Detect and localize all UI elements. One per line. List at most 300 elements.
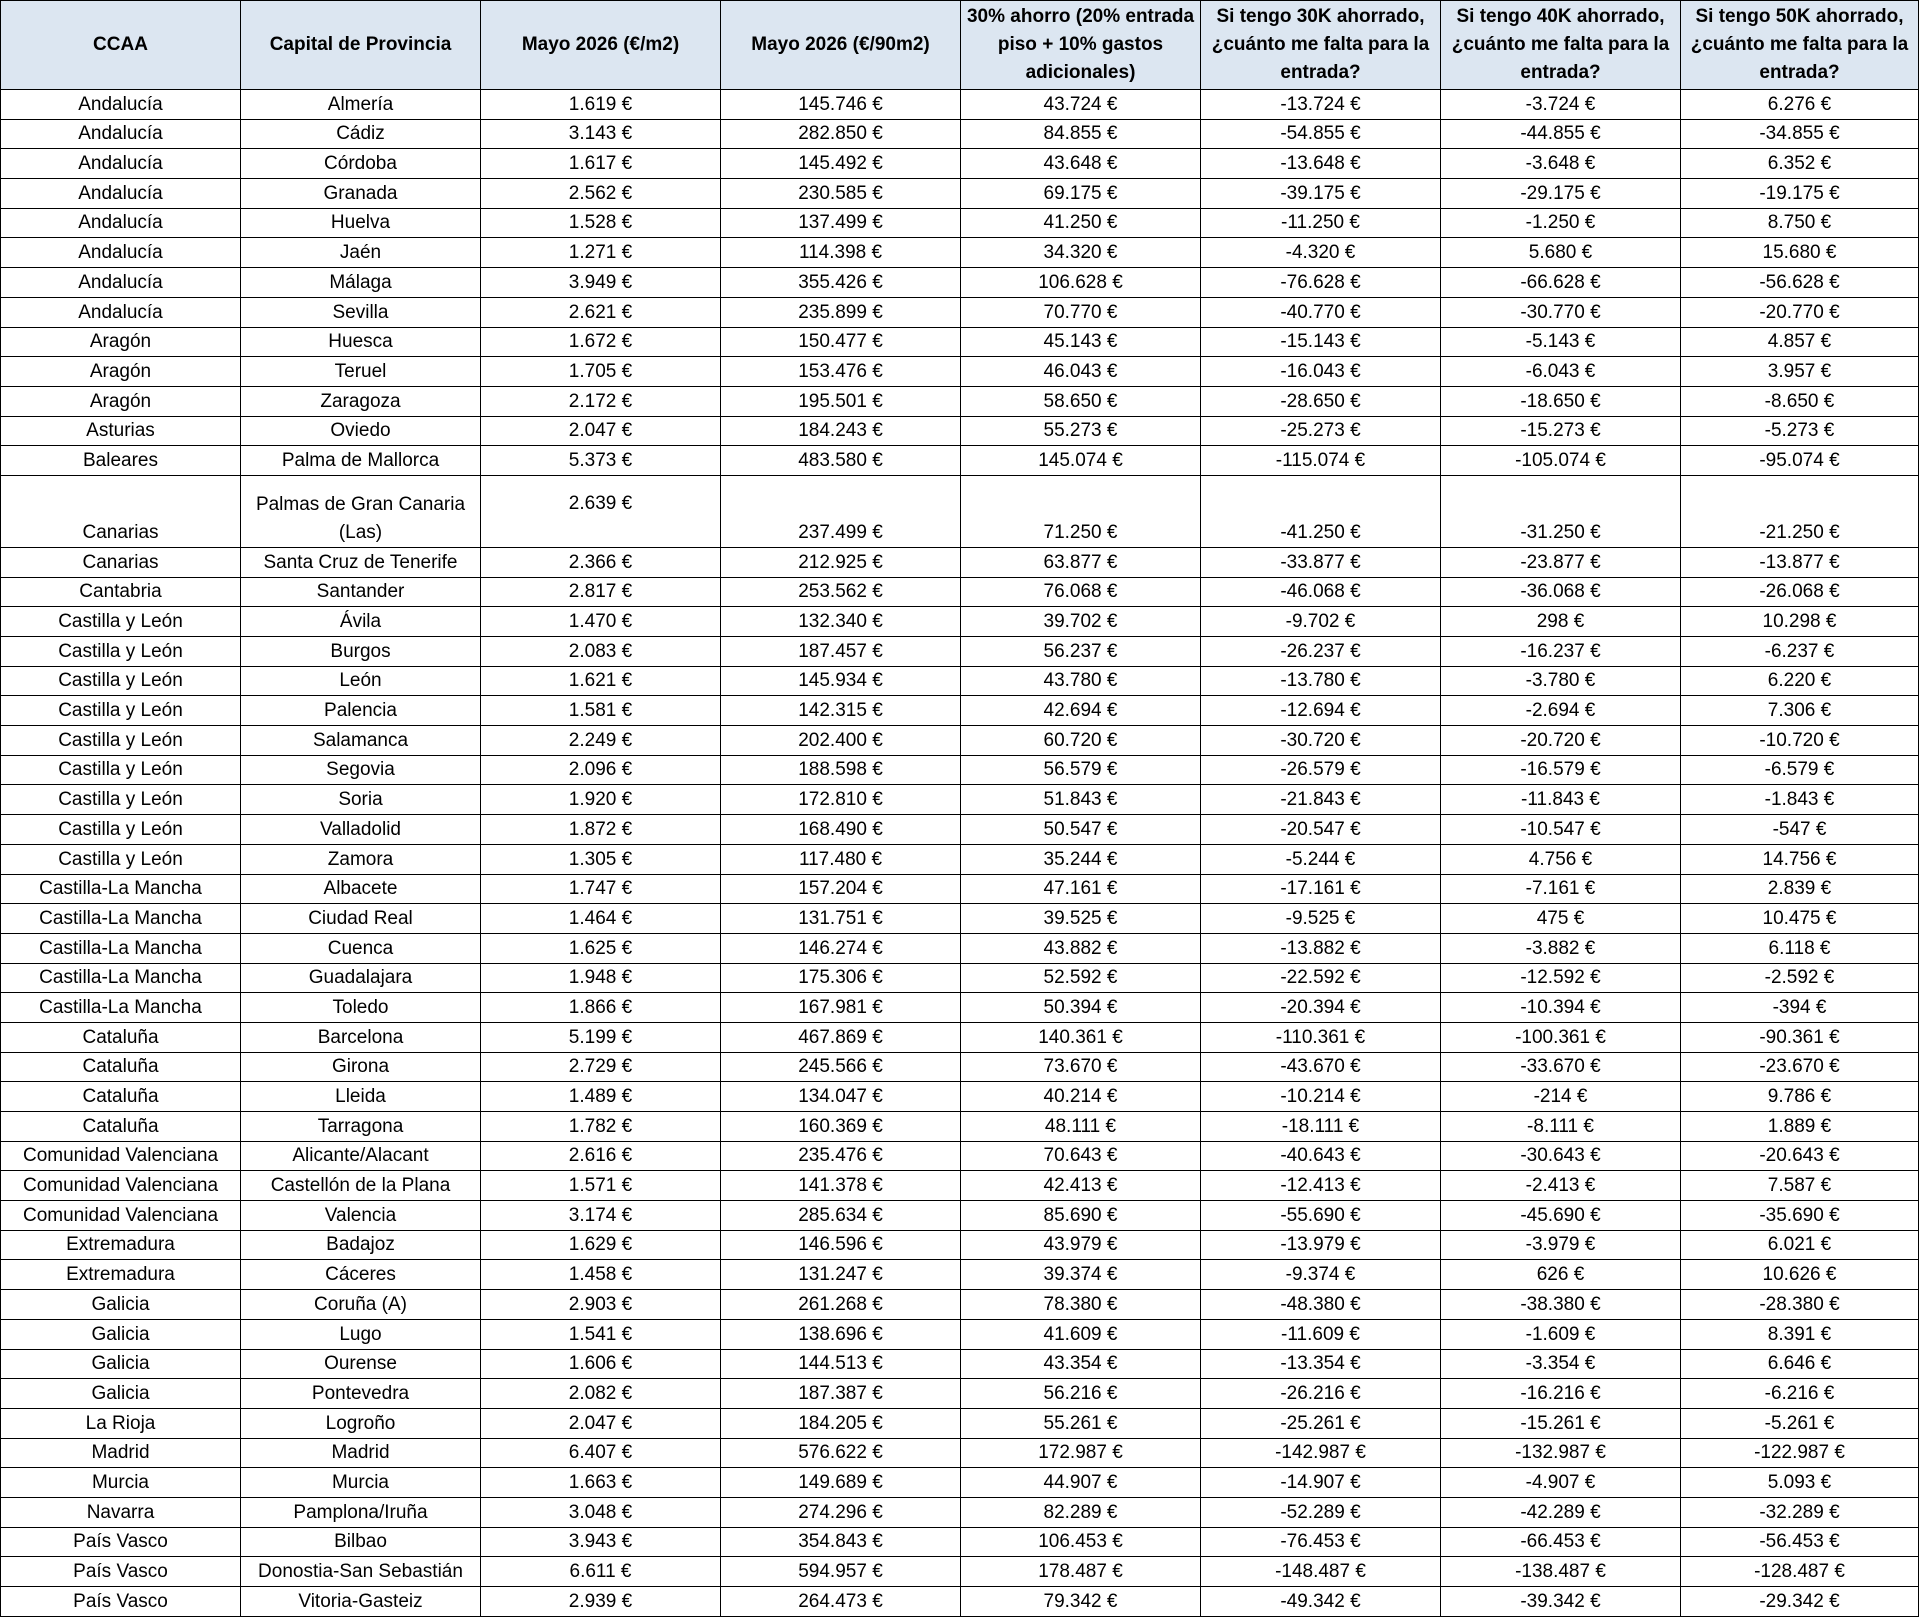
cell-capital[interactable]: Barcelona (241, 1022, 481, 1052)
cell-price-m2[interactable]: 1.629 € (481, 1230, 721, 1260)
cell-missing-50k[interactable]: -122.987 € (1681, 1438, 1919, 1468)
cell-missing-50k[interactable]: 6.118 € (1681, 933, 1919, 963)
cell-missing-40k[interactable]: -5.143 € (1441, 327, 1681, 357)
cell-savings-30pct[interactable]: 145.074 € (961, 446, 1201, 476)
cell-missing-50k[interactable]: -23.670 € (1681, 1052, 1919, 1082)
cell-capital[interactable]: Almería (241, 90, 481, 120)
cell-capital[interactable]: Jaén (241, 238, 481, 268)
cell-price-90m2[interactable]: 145.934 € (721, 666, 961, 696)
cell-capital[interactable]: Albacete (241, 874, 481, 904)
cell-missing-50k[interactable]: -56.453 € (1681, 1527, 1919, 1557)
cell-price-m2[interactable]: 2.616 € (481, 1141, 721, 1171)
cell-capital[interactable]: Toledo (241, 993, 481, 1023)
cell-price-90m2[interactable]: 261.268 € (721, 1290, 961, 1320)
cell-capital[interactable]: Ávila (241, 607, 481, 637)
cell-savings-30pct[interactable]: 42.413 € (961, 1171, 1201, 1201)
cell-missing-30k[interactable]: -22.592 € (1201, 963, 1441, 993)
cell-missing-30k[interactable]: -43.670 € (1201, 1052, 1441, 1082)
cell-missing-30k[interactable]: -20.394 € (1201, 993, 1441, 1023)
cell-missing-50k[interactable]: -8.650 € (1681, 386, 1919, 416)
cell-ccaa[interactable]: Cataluña (1, 1112, 241, 1142)
cell-ccaa[interactable]: Asturias (1, 416, 241, 446)
cell-missing-50k[interactable]: -547 € (1681, 815, 1919, 845)
cell-capital[interactable]: Tarragona (241, 1112, 481, 1142)
cell-ccaa[interactable]: Andalucía (1, 268, 241, 298)
cell-missing-50k[interactable]: -90.361 € (1681, 1022, 1919, 1052)
cell-missing-30k[interactable]: -5.244 € (1201, 844, 1441, 874)
cell-missing-40k[interactable]: -100.361 € (1441, 1022, 1681, 1052)
cell-savings-30pct[interactable]: 43.882 € (961, 933, 1201, 963)
cell-price-m2[interactable]: 6.611 € (481, 1557, 721, 1587)
cell-price-90m2[interactable]: 467.869 € (721, 1022, 961, 1052)
cell-missing-40k[interactable]: -10.547 € (1441, 815, 1681, 845)
cell-capital[interactable]: Málaga (241, 268, 481, 298)
cell-capital[interactable]: Zaragoza (241, 386, 481, 416)
cell-savings-30pct[interactable]: 50.394 € (961, 993, 1201, 1023)
cell-missing-50k[interactable]: -128.487 € (1681, 1557, 1919, 1587)
cell-price-m2[interactable]: 2.249 € (481, 726, 721, 756)
cell-price-90m2[interactable]: 235.899 € (721, 297, 961, 327)
cell-price-90m2[interactable]: 354.843 € (721, 1527, 961, 1557)
column-header-ccaa[interactable]: CCAA (1, 1, 241, 90)
cell-price-m2[interactable]: 2.562 € (481, 179, 721, 209)
cell-capital[interactable]: Salamanca (241, 726, 481, 756)
cell-ccaa[interactable]: Baleares (1, 446, 241, 476)
cell-capital[interactable]: Murcia (241, 1468, 481, 1498)
cell-savings-30pct[interactable]: 56.579 € (961, 755, 1201, 785)
cell-ccaa[interactable]: Castilla y León (1, 666, 241, 696)
cell-capital[interactable]: Donostia-San Sebastián (241, 1557, 481, 1587)
cell-missing-50k[interactable]: -56.628 € (1681, 268, 1919, 298)
cell-missing-30k[interactable]: -40.643 € (1201, 1141, 1441, 1171)
cell-ccaa[interactable]: La Rioja (1, 1408, 241, 1438)
cell-missing-40k[interactable]: -105.074 € (1441, 446, 1681, 476)
cell-missing-30k[interactable]: -13.979 € (1201, 1230, 1441, 1260)
cell-ccaa[interactable]: Comunidad Valenciana (1, 1171, 241, 1201)
cell-missing-30k[interactable]: -12.694 € (1201, 696, 1441, 726)
cell-price-m2[interactable]: 1.305 € (481, 844, 721, 874)
cell-missing-40k[interactable]: -3.724 € (1441, 90, 1681, 120)
cell-price-90m2[interactable]: 141.378 € (721, 1171, 961, 1201)
cell-savings-30pct[interactable]: 73.670 € (961, 1052, 1201, 1082)
cell-price-90m2[interactable]: 594.957 € (721, 1557, 961, 1587)
cell-ccaa[interactable]: Andalucía (1, 119, 241, 149)
cell-missing-50k[interactable]: 15.680 € (1681, 238, 1919, 268)
cell-missing-30k[interactable]: -40.770 € (1201, 297, 1441, 327)
cell-price-90m2[interactable]: 137.499 € (721, 208, 961, 238)
cell-ccaa[interactable]: Andalucía (1, 149, 241, 179)
cell-missing-50k[interactable]: 6.646 € (1681, 1349, 1919, 1379)
cell-savings-30pct[interactable]: 84.855 € (961, 119, 1201, 149)
cell-capital[interactable]: Vitoria-Gasteiz (241, 1587, 481, 1617)
cell-ccaa[interactable]: Andalucía (1, 238, 241, 268)
cell-price-m2[interactable]: 2.047 € (481, 1408, 721, 1438)
cell-missing-30k[interactable]: -26.216 € (1201, 1379, 1441, 1409)
cell-missing-40k[interactable]: -33.670 € (1441, 1052, 1681, 1082)
cell-ccaa[interactable]: Aragón (1, 327, 241, 357)
cell-capital[interactable]: Sevilla (241, 297, 481, 327)
cell-capital[interactable]: Valladolid (241, 815, 481, 845)
cell-price-m2[interactable]: 1.663 € (481, 1468, 721, 1498)
cell-capital[interactable]: Lleida (241, 1082, 481, 1112)
cell-ccaa[interactable]: Extremadura (1, 1230, 241, 1260)
cell-price-90m2[interactable]: 145.746 € (721, 90, 961, 120)
cell-ccaa[interactable]: Comunidad Valenciana (1, 1141, 241, 1171)
cell-savings-30pct[interactable]: 178.487 € (961, 1557, 1201, 1587)
cell-missing-30k[interactable]: -25.273 € (1201, 416, 1441, 446)
cell-savings-30pct[interactable]: 43.979 € (961, 1230, 1201, 1260)
cell-savings-30pct[interactable]: 50.547 € (961, 815, 1201, 845)
cell-savings-30pct[interactable]: 44.907 € (961, 1468, 1201, 1498)
cell-capital[interactable]: Soria (241, 785, 481, 815)
cell-price-m2[interactable]: 1.747 € (481, 874, 721, 904)
cell-savings-30pct[interactable]: 69.175 € (961, 179, 1201, 209)
cell-missing-40k[interactable]: -3.979 € (1441, 1230, 1681, 1260)
cell-ccaa[interactable]: Cataluña (1, 1082, 241, 1112)
cell-capital[interactable]: Bilbao (241, 1527, 481, 1557)
cell-missing-40k[interactable]: -15.261 € (1441, 1408, 1681, 1438)
cell-ccaa[interactable]: Murcia (1, 1468, 241, 1498)
cell-savings-30pct[interactable]: 39.374 € (961, 1260, 1201, 1290)
cell-missing-40k[interactable]: -2.694 € (1441, 696, 1681, 726)
cell-savings-30pct[interactable]: 45.143 € (961, 327, 1201, 357)
cell-price-90m2[interactable]: 253.562 € (721, 577, 961, 607)
cell-missing-30k[interactable]: -39.175 € (1201, 179, 1441, 209)
cell-missing-50k[interactable]: 8.391 € (1681, 1319, 1919, 1349)
cell-missing-50k[interactable]: -95.074 € (1681, 446, 1919, 476)
cell-missing-40k[interactable]: -44.855 € (1441, 119, 1681, 149)
cell-missing-40k[interactable]: -38.380 € (1441, 1290, 1681, 1320)
cell-ccaa[interactable]: Andalucía (1, 179, 241, 209)
cell-missing-40k[interactable]: -3.354 € (1441, 1349, 1681, 1379)
cell-missing-40k[interactable]: -3.648 € (1441, 149, 1681, 179)
cell-savings-30pct[interactable]: 79.342 € (961, 1587, 1201, 1617)
cell-price-90m2[interactable]: 131.751 € (721, 904, 961, 934)
cell-missing-50k[interactable]: 4.857 € (1681, 327, 1919, 357)
cell-missing-40k[interactable]: -11.843 € (1441, 785, 1681, 815)
cell-price-m2[interactable]: 1.782 € (481, 1112, 721, 1142)
cell-price-90m2[interactable]: 157.204 € (721, 874, 961, 904)
cell-price-90m2[interactable]: 168.490 € (721, 815, 961, 845)
cell-price-90m2[interactable]: 117.480 € (721, 844, 961, 874)
cell-price-90m2[interactable]: 202.400 € (721, 726, 961, 756)
cell-missing-30k[interactable]: -11.250 € (1201, 208, 1441, 238)
cell-missing-30k[interactable]: -11.609 € (1201, 1319, 1441, 1349)
cell-price-m2[interactable]: 1.458 € (481, 1260, 721, 1290)
cell-capital[interactable]: Córdoba (241, 149, 481, 179)
cell-missing-30k[interactable]: -142.987 € (1201, 1438, 1441, 1468)
cell-savings-30pct[interactable]: 60.720 € (961, 726, 1201, 756)
cell-missing-30k[interactable]: -26.237 € (1201, 637, 1441, 667)
cell-missing-40k[interactable]: -16.579 € (1441, 755, 1681, 785)
cell-capital[interactable]: Oviedo (241, 416, 481, 446)
cell-savings-30pct[interactable]: 40.214 € (961, 1082, 1201, 1112)
cell-ccaa[interactable]: Castilla-La Mancha (1, 933, 241, 963)
cell-missing-30k[interactable]: -9.702 € (1201, 607, 1441, 637)
cell-savings-30pct[interactable]: 55.273 € (961, 416, 1201, 446)
cell-missing-40k[interactable]: 298 € (1441, 607, 1681, 637)
cell-ccaa[interactable]: País Vasco (1, 1557, 241, 1587)
cell-missing-30k[interactable]: -115.074 € (1201, 446, 1441, 476)
cell-missing-50k[interactable]: -19.175 € (1681, 179, 1919, 209)
cell-missing-50k[interactable]: -35.690 € (1681, 1201, 1919, 1231)
cell-missing-30k[interactable]: -13.354 € (1201, 1349, 1441, 1379)
cell-missing-40k[interactable]: -36.068 € (1441, 577, 1681, 607)
cell-price-m2[interactable]: 2.047 € (481, 416, 721, 446)
cell-savings-30pct[interactable]: 52.592 € (961, 963, 1201, 993)
cell-missing-30k[interactable]: -9.525 € (1201, 904, 1441, 934)
cell-price-m2[interactable]: 1.581 € (481, 696, 721, 726)
cell-missing-50k[interactable]: -34.855 € (1681, 119, 1919, 149)
cell-ccaa[interactable]: Aragón (1, 357, 241, 387)
cell-savings-30pct[interactable]: 56.216 € (961, 1379, 1201, 1409)
cell-missing-30k[interactable]: -49.342 € (1201, 1587, 1441, 1617)
cell-ccaa[interactable]: Castilla-La Mancha (1, 904, 241, 934)
cell-savings-30pct[interactable]: 70.770 € (961, 297, 1201, 327)
cell-price-90m2[interactable]: 138.696 € (721, 1319, 961, 1349)
cell-price-90m2[interactable]: 131.247 € (721, 1260, 961, 1290)
cell-missing-40k[interactable]: -2.413 € (1441, 1171, 1681, 1201)
cell-missing-50k[interactable]: 6.220 € (1681, 666, 1919, 696)
cell-price-m2[interactable]: 2.366 € (481, 547, 721, 577)
cell-missing-40k[interactable]: -18.650 € (1441, 386, 1681, 416)
cell-ccaa[interactable]: Andalucía (1, 90, 241, 120)
cell-missing-50k[interactable]: -20.770 € (1681, 297, 1919, 327)
cell-price-90m2[interactable]: 576.622 € (721, 1438, 961, 1468)
cell-ccaa[interactable]: Galicia (1, 1319, 241, 1349)
cell-missing-40k[interactable]: -3.882 € (1441, 933, 1681, 963)
cell-price-m2[interactable]: 5.373 € (481, 446, 721, 476)
cell-savings-30pct[interactable]: 78.380 € (961, 1290, 1201, 1320)
cell-missing-50k[interactable]: 10.298 € (1681, 607, 1919, 637)
column-header-price-m2[interactable]: Mayo 2026 (€/m2) (481, 1, 721, 90)
cell-price-90m2[interactable]: 145.492 € (721, 149, 961, 179)
cell-price-m2[interactable]: 2.939 € (481, 1587, 721, 1617)
cell-price-m2[interactable]: 2.621 € (481, 297, 721, 327)
cell-ccaa[interactable]: Castilla y León (1, 607, 241, 637)
cell-missing-30k[interactable]: -4.320 € (1201, 238, 1441, 268)
cell-missing-30k[interactable]: -28.650 € (1201, 386, 1441, 416)
cell-missing-30k[interactable]: -12.413 € (1201, 1171, 1441, 1201)
cell-missing-50k[interactable]: 7.306 € (1681, 696, 1919, 726)
cell-price-m2[interactable]: 1.621 € (481, 666, 721, 696)
cell-price-90m2[interactable]: 355.426 € (721, 268, 961, 298)
cell-price-m2[interactable]: 1.606 € (481, 1349, 721, 1379)
cell-price-90m2[interactable]: 282.850 € (721, 119, 961, 149)
cell-capital[interactable]: Coruña (A) (241, 1290, 481, 1320)
cell-price-90m2[interactable]: 144.513 € (721, 1349, 961, 1379)
cell-price-90m2[interactable]: 134.047 € (721, 1082, 961, 1112)
cell-missing-50k[interactable]: -394 € (1681, 993, 1919, 1023)
cell-ccaa[interactable]: Aragón (1, 386, 241, 416)
cell-savings-30pct[interactable]: 43.648 € (961, 149, 1201, 179)
cell-missing-30k[interactable]: -54.855 € (1201, 119, 1441, 149)
cell-price-m2[interactable]: 1.271 € (481, 238, 721, 268)
cell-ccaa[interactable]: Cataluña (1, 1022, 241, 1052)
cell-savings-30pct[interactable]: 51.843 € (961, 785, 1201, 815)
cell-capital[interactable]: Pontevedra (241, 1379, 481, 1409)
cell-capital[interactable]: Segovia (241, 755, 481, 785)
cell-missing-40k[interactable]: -138.487 € (1441, 1557, 1681, 1587)
cell-missing-50k[interactable]: -32.289 € (1681, 1497, 1919, 1527)
cell-missing-30k[interactable]: -13.882 € (1201, 933, 1441, 963)
cell-capital[interactable]: Girona (241, 1052, 481, 1082)
cell-capital[interactable]: Palencia (241, 696, 481, 726)
cell-ccaa[interactable]: Canarias (1, 475, 241, 547)
cell-ccaa[interactable]: País Vasco (1, 1587, 241, 1617)
cell-price-m2[interactable]: 2.172 € (481, 386, 721, 416)
cell-ccaa[interactable]: Andalucía (1, 297, 241, 327)
cell-missing-30k[interactable]: -76.628 € (1201, 268, 1441, 298)
cell-price-m2[interactable]: 1.489 € (481, 1082, 721, 1112)
cell-savings-30pct[interactable]: 55.261 € (961, 1408, 1201, 1438)
cell-missing-30k[interactable]: -9.374 € (1201, 1260, 1441, 1290)
cell-missing-40k[interactable]: -16.237 € (1441, 637, 1681, 667)
cell-savings-30pct[interactable]: 46.043 € (961, 357, 1201, 387)
cell-missing-30k[interactable]: -18.111 € (1201, 1112, 1441, 1142)
cell-price-m2[interactable]: 2.903 € (481, 1290, 721, 1320)
cell-savings-30pct[interactable]: 106.453 € (961, 1527, 1201, 1557)
cell-price-m2[interactable]: 1.866 € (481, 993, 721, 1023)
cell-capital[interactable]: Logroño (241, 1408, 481, 1438)
cell-missing-50k[interactable]: 9.786 € (1681, 1082, 1919, 1112)
cell-savings-30pct[interactable]: 43.354 € (961, 1349, 1201, 1379)
cell-price-90m2[interactable]: 230.585 € (721, 179, 961, 209)
cell-savings-30pct[interactable]: 41.250 € (961, 208, 1201, 238)
cell-ccaa[interactable]: Cataluña (1, 1052, 241, 1082)
cell-price-90m2[interactable]: 235.476 € (721, 1141, 961, 1171)
cell-ccaa[interactable]: Castilla-La Mancha (1, 963, 241, 993)
cell-capital[interactable]: Granada (241, 179, 481, 209)
cell-ccaa[interactable]: Galicia (1, 1379, 241, 1409)
cell-missing-40k[interactable]: -16.216 € (1441, 1379, 1681, 1409)
cell-savings-30pct[interactable]: 70.643 € (961, 1141, 1201, 1171)
cell-capital[interactable]: Huelva (241, 208, 481, 238)
cell-price-90m2[interactable]: 245.566 € (721, 1052, 961, 1082)
cell-savings-30pct[interactable]: 76.068 € (961, 577, 1201, 607)
cell-missing-40k[interactable]: 626 € (1441, 1260, 1681, 1290)
cell-missing-50k[interactable]: -2.592 € (1681, 963, 1919, 993)
cell-missing-30k[interactable]: -30.720 € (1201, 726, 1441, 756)
cell-missing-50k[interactable]: 1.889 € (1681, 1112, 1919, 1142)
cell-savings-30pct[interactable]: 56.237 € (961, 637, 1201, 667)
cell-missing-40k[interactable]: -30.770 € (1441, 297, 1681, 327)
cell-missing-50k[interactable]: 10.626 € (1681, 1260, 1919, 1290)
cell-missing-40k[interactable]: -45.690 € (1441, 1201, 1681, 1231)
cell-capital[interactable]: Cuenca (241, 933, 481, 963)
cell-savings-30pct[interactable]: 58.650 € (961, 386, 1201, 416)
cell-ccaa[interactable]: Castilla y León (1, 696, 241, 726)
cell-missing-50k[interactable]: -13.877 € (1681, 547, 1919, 577)
cell-missing-30k[interactable]: -52.289 € (1201, 1497, 1441, 1527)
column-header-capital[interactable]: Capital de Provincia (241, 1, 481, 90)
cell-price-m2[interactable]: 2.096 € (481, 755, 721, 785)
cell-savings-30pct[interactable]: 140.361 € (961, 1022, 1201, 1052)
cell-ccaa[interactable]: Castilla-La Mancha (1, 874, 241, 904)
cell-price-m2[interactable]: 1.617 € (481, 149, 721, 179)
cell-missing-30k[interactable]: -148.487 € (1201, 1557, 1441, 1587)
cell-ccaa[interactable]: Cantabria (1, 577, 241, 607)
cell-missing-50k[interactable]: 10.475 € (1681, 904, 1919, 934)
cell-capital[interactable]: León (241, 666, 481, 696)
cell-capital[interactable]: Ciudad Real (241, 904, 481, 934)
cell-missing-30k[interactable]: -26.579 € (1201, 755, 1441, 785)
cell-price-90m2[interactable]: 149.689 € (721, 1468, 961, 1498)
cell-capital[interactable]: Castellón de la Plana (241, 1171, 481, 1201)
cell-price-m2[interactable]: 1.672 € (481, 327, 721, 357)
cell-missing-30k[interactable]: -41.250 € (1201, 475, 1441, 547)
cell-savings-30pct[interactable]: 71.250 € (961, 475, 1201, 547)
cell-missing-30k[interactable]: -21.843 € (1201, 785, 1441, 815)
cell-missing-50k[interactable]: 5.093 € (1681, 1468, 1919, 1498)
cell-price-m2[interactable]: 1.619 € (481, 90, 721, 120)
cell-missing-40k[interactable]: -23.877 € (1441, 547, 1681, 577)
cell-capital[interactable]: Ourense (241, 1349, 481, 1379)
cell-ccaa[interactable]: Comunidad Valenciana (1, 1201, 241, 1231)
cell-price-90m2[interactable]: 195.501 € (721, 386, 961, 416)
cell-ccaa[interactable]: Castilla y León (1, 844, 241, 874)
column-header-price-90m2[interactable]: Mayo 2026 (€/90m2) (721, 1, 961, 90)
cell-price-m2[interactable]: 2.639 € (481, 475, 721, 547)
cell-missing-30k[interactable]: -13.724 € (1201, 90, 1441, 120)
cell-missing-40k[interactable]: 5.680 € (1441, 238, 1681, 268)
cell-ccaa[interactable]: País Vasco (1, 1527, 241, 1557)
cell-capital[interactable]: Burgos (241, 637, 481, 667)
cell-capital[interactable]: Zamora (241, 844, 481, 874)
cell-price-90m2[interactable]: 146.596 € (721, 1230, 961, 1260)
cell-missing-40k[interactable]: -20.720 € (1441, 726, 1681, 756)
cell-price-90m2[interactable]: 237.499 € (721, 475, 961, 547)
cell-missing-50k[interactable]: 6.276 € (1681, 90, 1919, 120)
cell-price-90m2[interactable]: 167.981 € (721, 993, 961, 1023)
cell-price-m2[interactable]: 1.625 € (481, 933, 721, 963)
cell-missing-40k[interactable]: -15.273 € (1441, 416, 1681, 446)
cell-price-90m2[interactable]: 184.243 € (721, 416, 961, 446)
cell-missing-30k[interactable]: -48.380 € (1201, 1290, 1441, 1320)
cell-price-m2[interactable]: 3.943 € (481, 1527, 721, 1557)
cell-missing-40k[interactable]: -66.453 € (1441, 1527, 1681, 1557)
cell-savings-30pct[interactable]: 47.161 € (961, 874, 1201, 904)
cell-missing-50k[interactable]: -6.237 € (1681, 637, 1919, 667)
cell-missing-40k[interactable]: -1.609 € (1441, 1319, 1681, 1349)
cell-missing-30k[interactable]: -110.361 € (1201, 1022, 1441, 1052)
cell-capital[interactable]: Madrid (241, 1438, 481, 1468)
cell-savings-30pct[interactable]: 34.320 € (961, 238, 1201, 268)
cell-missing-50k[interactable]: -29.342 € (1681, 1587, 1919, 1617)
cell-price-m2[interactable]: 1.541 € (481, 1319, 721, 1349)
cell-ccaa[interactable]: Galicia (1, 1290, 241, 1320)
cell-missing-30k[interactable]: -10.214 € (1201, 1082, 1441, 1112)
cell-missing-30k[interactable]: -33.877 € (1201, 547, 1441, 577)
cell-missing-30k[interactable]: -13.780 € (1201, 666, 1441, 696)
cell-price-90m2[interactable]: 146.274 € (721, 933, 961, 963)
cell-savings-30pct[interactable]: 48.111 € (961, 1112, 1201, 1142)
cell-ccaa[interactable]: Navarra (1, 1497, 241, 1527)
cell-missing-40k[interactable]: -66.628 € (1441, 268, 1681, 298)
cell-missing-40k[interactable]: -4.907 € (1441, 1468, 1681, 1498)
cell-price-90m2[interactable]: 142.315 € (721, 696, 961, 726)
cell-missing-30k[interactable]: -46.068 € (1201, 577, 1441, 607)
cell-savings-30pct[interactable]: 43.780 € (961, 666, 1201, 696)
cell-capital[interactable]: Cádiz (241, 119, 481, 149)
cell-missing-40k[interactable]: -3.780 € (1441, 666, 1681, 696)
cell-price-90m2[interactable]: 187.387 € (721, 1379, 961, 1409)
cell-capital[interactable]: Lugo (241, 1319, 481, 1349)
cell-price-m2[interactable]: 1.872 € (481, 815, 721, 845)
cell-savings-30pct[interactable]: 63.877 € (961, 547, 1201, 577)
cell-missing-50k[interactable]: 2.839 € (1681, 874, 1919, 904)
cell-missing-50k[interactable]: -21.250 € (1681, 475, 1919, 547)
